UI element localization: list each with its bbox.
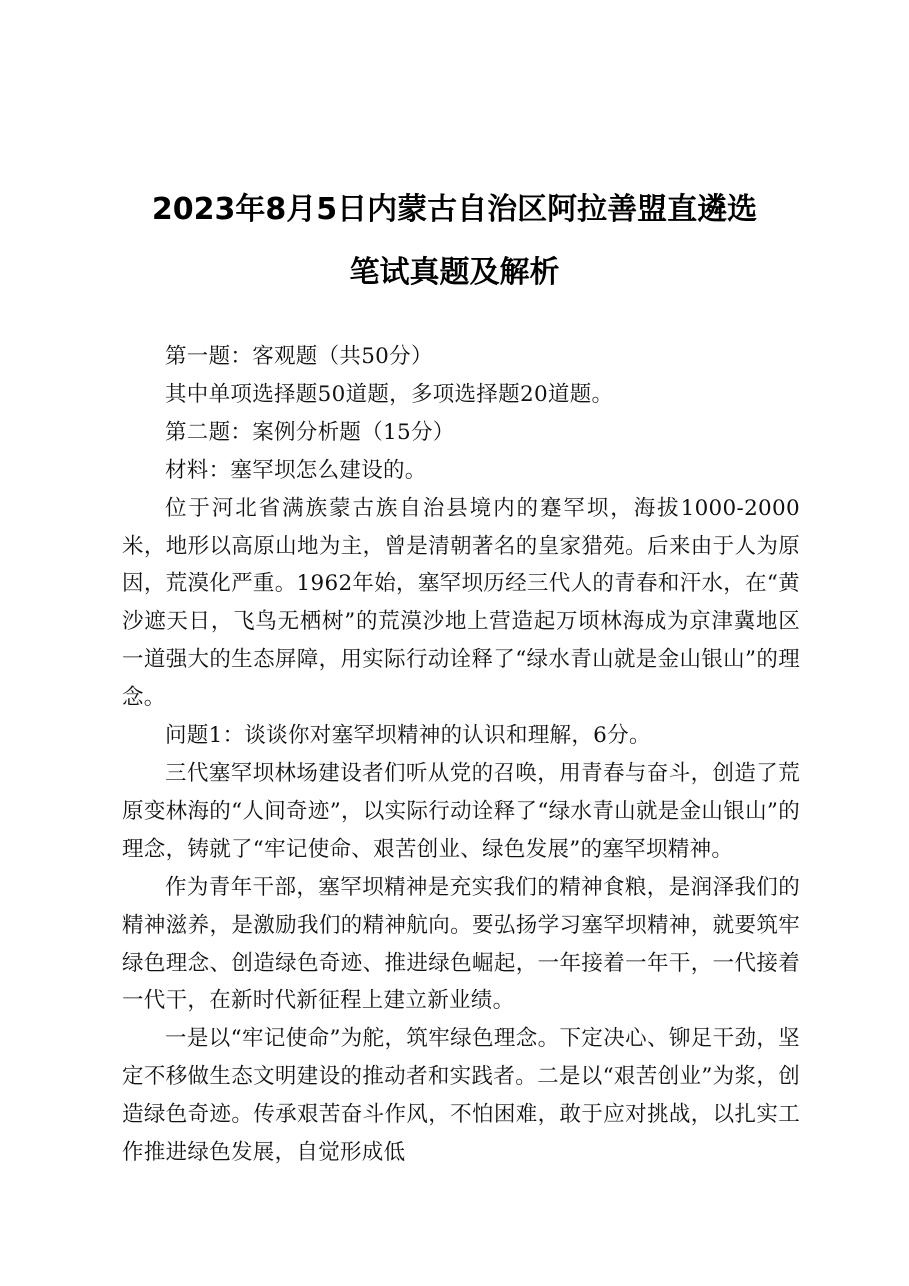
paragraph-question-1: 问题1：谈谈你对塞罕坝精神的认识和理解，6分。 xyxy=(165,723,651,749)
section-heading-objective: 第一题：客观题（共50分） xyxy=(165,344,433,369)
paragraph-answer-2: 作为青年干部，塞罕坝精神是充实我们的精神食粮，是润泽我们的精神滋养，是激励我们的精神航向。要弘扬学习塞罕坝精神，就要筑牢绿色理念、创造绿色奇迹、推进绿色崛起，一年接着一年干，一代接着一代干，在新时代新征程上建立新业绩。 xyxy=(122,874,800,1014)
paragraph-material-label: 材料：塞罕坝怎么建设的。 xyxy=(165,457,427,483)
document-body xyxy=(122,338,800,1172)
paragraph-question-count: 其中单项选择题50道题，多项选择题20道题。 xyxy=(165,381,614,407)
document-title-line-2: 笔试真题及解析 xyxy=(349,255,560,290)
document-title-line-1: 2023年8月5日内蒙古自治区阿拉善盟直遴选 xyxy=(151,192,758,227)
paragraph-answer-1: 三代塞罕坝林场建设者们听从党的召唤，用青春与奋斗，创造了荒原变林海的“人间奇迹”，以实际行动诠释了“绿水青山就是金山银山”的理念，铸就了“牢记使命、艰苦创业、绿色发展”的塞罕坝精神。 xyxy=(122,760,800,862)
section-heading-case-analysis: 第二题：案例分析题（15分） xyxy=(165,419,455,445)
paragraph-answer-3: 一是以“牢记使命”为舵，筑牢绿色理念。下定决心、铆足干劲，坚定不移做生态文明建设的推动者和实践者。二是以“艰苦创业”为浆，创造绿色奇迹。传承艰苦奋斗作风，不怕困难，敢于应对挑战，以扎实工作推进绿色发展，自觉形成低 xyxy=(122,1026,800,1166)
paragraph-material: 位于河北省满族蒙古族自治县境内的蹇罕坝，海拔1000-2000米，地形以高原山地为主，曾是清朝著名的皇家猎苑。后来由于人为原因，荒漠化严重。1962年始，塞罕坝历经三代人的青春和汗水，在“黄沙遮天日，飞鸟无栖树”的荒漠沙地上营造起万顷林海成为京津冀地区一道强大的生态屏障，用实际行动诠释了“绿水青山就是金山银山”的理念。 xyxy=(122,495,800,711)
